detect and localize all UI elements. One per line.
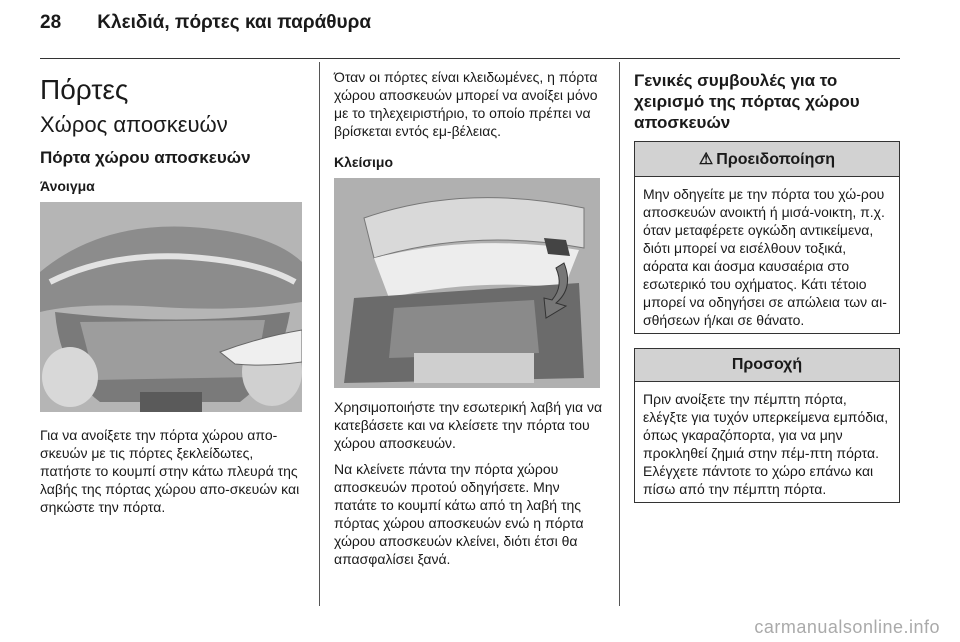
warning-box: [634, 141, 900, 334]
caution-title: Προσοχή: [635, 349, 899, 382]
subsection-title: Χώρος αποσκευών: [40, 112, 228, 137]
warning-header: [635, 142, 899, 177]
general-tips-title: Γενικές συμβουλές για το χειρισμό της πόρτας χώρου αποσκευών: [634, 71, 860, 132]
warning-icon: ⚠: [698, 151, 714, 168]
caution-text: Πριν ανοίξετε την πέμπτη πόρτα, ελέγξτε για τυχόν υπερκείμενα εμπόδια, όπως γκαραζόπορτα, για να μην προκληθεί ζημιά στην πέμ-πτη πόρτα. Ελέγχετε πάντοτε το χώρο επάνω και πίσω από την πέμπτη πόρτα.: [643, 391, 889, 497]
column-divider-1: [319, 62, 320, 606]
column-divider-2: [619, 62, 620, 606]
closing-text-2: Να κλείνετε πάντα την πόρτα χώρου αποσκευών προτού οδηγήσετε. Μην πατάτε το κουμπί κάτω από τη λαβή της πόρτας χώρου αποσκευών ενώ η πόρτα χώρου αποσκευών κλείνει, διότι έτσι θα απασφαλίσει ξανά.: [334, 461, 584, 567]
header-rule: [40, 58, 900, 59]
warning-text: Μην οδηγείτε με την πόρτα του χώ-ρου αποσκευών ανοικτή ή μισά-νοικτη, π.χ. όταν μεταφέρετε ογκώδη αντικείμενα, διότι μπορεί να εισέλθουν τοξικά, αόρατα και άοσμα καυσαέρια στο εσωτερικό του οχήματος. Κάτι τέτοιο μπορεί να οδηγήσει σε απώλεια των αι-σθήσεων ή/και σε θάνατο.: [643, 186, 887, 328]
page-header: [40, 12, 371, 34]
section-title: Πόρτες: [40, 74, 129, 105]
warning-title: Προειδοποίηση: [716, 151, 836, 168]
opening-heading: Άνοιγμα: [40, 178, 95, 194]
caution-box: [634, 348, 900, 503]
subsubsection-title: Πόρτα χώρου αποσκευών: [40, 148, 251, 167]
tailgate-opening-illustration: [40, 202, 302, 412]
column-1: [40, 68, 302, 524]
column-2: [334, 68, 604, 576]
page-number: 28: [40, 12, 62, 33]
column-3: [634, 68, 900, 517]
watermark: carmanualsonline.info: [754, 617, 940, 637]
closing-heading: Κλείσιμο: [334, 154, 394, 170]
closing-text-1: Χρησιμοποιήστε την εσωτερική λαβή για να κατεβάσετε και να κλείσετε την πόρτα του χώρου αποσκευών.: [334, 399, 603, 451]
tailgate-closing-illustration: [334, 178, 600, 388]
locked-doors-text: Όταν οι πόρτες είναι κλειδωμένες, η πόρτα χώρου αποσκευών μπορεί να ανοίξει μόνο με το τηλεχειριστήριο, το οποίο πρέπει να βρίσκεται εντός εμ-βέλειας.: [334, 69, 598, 139]
chapter-title: Κλειδιά, πόρτες και παράθυρα: [97, 12, 372, 33]
opening-text: Για να ανοίξετε την πόρτα χώρου απο-σκευών με τις πόρτες ξεκλείδωτες, πατήστε το κουμπί στην κάτω πλευρά της λαβής της πόρτας χώρου απο-σκευών και σηκώστε την πόρτα.: [40, 427, 300, 515]
